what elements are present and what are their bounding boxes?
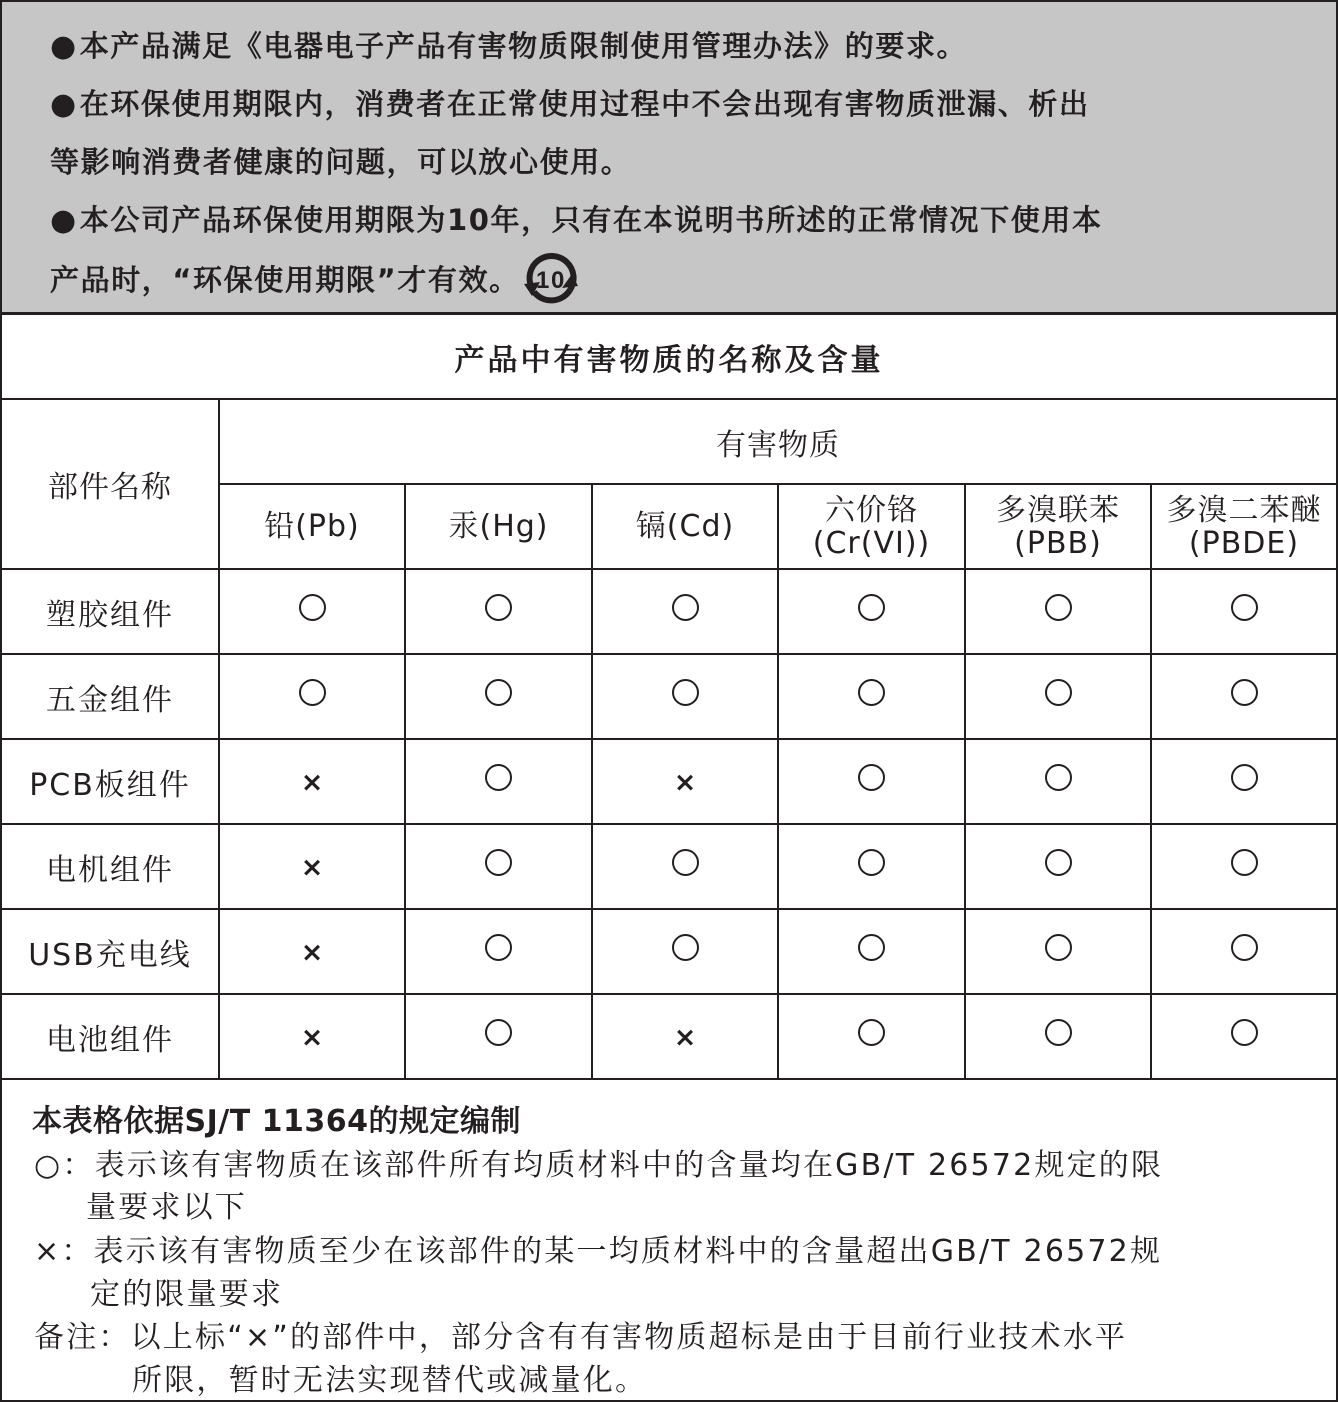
environment-protection-use-period-icon	[520, 248, 582, 308]
within-limit-circle-icon	[1231, 1019, 1258, 1046]
table-row	[2, 569, 1336, 654]
within-limit-circle-icon	[1045, 1019, 1072, 1046]
substance-cell	[1151, 909, 1336, 994]
within-limit-circle-icon	[485, 849, 512, 876]
substance-cell	[965, 569, 1151, 654]
column-header-hg: 汞(Hg)	[405, 484, 592, 569]
within-limit-circle-icon	[485, 1019, 512, 1046]
substance-cell	[592, 569, 778, 654]
substance-cell	[778, 824, 965, 909]
within-limit-circle-icon	[485, 679, 512, 706]
within-limit-circle-icon	[672, 594, 699, 621]
within-limit-circle-icon	[1231, 594, 1258, 621]
substance-cell	[592, 909, 778, 994]
exceeds-limit-cross-icon: ×	[300, 852, 324, 883]
statement-line-5: 产品时，“环保使用期限”才有效。 10	[50, 252, 582, 312]
substance-cell	[778, 994, 965, 1079]
within-limit-circle-icon	[858, 849, 885, 876]
remark-continued: 所限，暂时无法实现替代或减量化。	[132, 1363, 648, 1398]
substance-cell	[1151, 569, 1336, 654]
substance-cell	[592, 654, 778, 739]
substance-cell	[778, 739, 965, 824]
substance-cell	[592, 824, 778, 909]
part-name-cell: 塑胶组件	[2, 569, 219, 654]
within-limit-circle-icon	[485, 764, 512, 791]
within-limit-circle-icon	[485, 594, 512, 621]
bullet-icon: ●	[50, 29, 78, 64]
standard-basis: 本表格依据SJ/T 11364的规定编制	[32, 1104, 522, 1139]
bullet-icon: ●	[50, 203, 78, 238]
substance-cell	[592, 739, 778, 824]
within-limit-circle-icon	[1045, 849, 1072, 876]
substance-cell	[219, 994, 405, 1079]
within-limit-circle-icon	[1045, 764, 1072, 791]
column-header-pbde: 多溴二苯醚 (PBDE)	[1151, 484, 1336, 569]
part-name-header: 部件名称	[2, 399, 219, 569]
substance-cell	[405, 909, 592, 994]
within-limit-circle-icon	[299, 679, 326, 706]
table-row	[2, 654, 1336, 739]
within-limit-circle-icon	[1045, 594, 1072, 621]
substance-cell	[405, 739, 592, 824]
exceeds-limit-cross-icon: ×	[300, 767, 324, 798]
within-limit-circle-icon	[485, 934, 512, 961]
substance-cell	[1151, 824, 1336, 909]
within-limit-circle-icon	[299, 594, 326, 621]
part-name-cell: 五金组件	[2, 654, 219, 739]
statement-line-1: ●本产品满足《电器电子产品有害物质限制使用管理办法》的要求。	[50, 29, 968, 64]
within-limit-circle-icon	[858, 934, 885, 961]
substance-cell	[965, 739, 1151, 824]
logo-number: 10	[535, 267, 566, 294]
substance-cell	[219, 654, 405, 739]
table-row	[2, 824, 1336, 909]
within-limit-circle-icon	[858, 1019, 885, 1046]
bullet-icon: ●	[50, 87, 78, 122]
substance-cell	[219, 824, 405, 909]
table-row	[2, 739, 1336, 824]
substance-cell	[965, 654, 1151, 739]
table-notes	[2, 1078, 1336, 1402]
part-name-cell: 电池组件	[2, 994, 219, 1079]
column-header-pbb: 多溴联苯 (PBB)	[965, 484, 1151, 569]
substance-cell	[1151, 739, 1336, 824]
substance-cell	[405, 824, 592, 909]
circle-legend: ○：表示该有害物质在该部件所有均质材料中的含量均在GB/T 26572规定的限	[34, 1148, 1164, 1183]
substance-cell	[219, 909, 405, 994]
substance-cell	[965, 994, 1151, 1079]
within-limit-circle-icon	[672, 679, 699, 706]
cross-legend: ×：表示该有害物质至少在该部件的某一均质材料中的含量超出GB/T 26572规	[34, 1234, 1163, 1269]
statement-line-2: ●在环保使用期限内，消费者在正常使用过程中不会出现有害物质泄漏、析出	[50, 87, 1090, 122]
substance-cell	[405, 994, 592, 1079]
exceeds-limit-cross-icon: ×	[300, 1022, 324, 1053]
within-limit-circle-icon	[858, 679, 885, 706]
substance-cell	[965, 824, 1151, 909]
environmental-statement	[2, 2, 1336, 315]
statement-line-4: ●本公司产品环保使用期限为10年，只有在本说明书所述的正常情况下使用本	[50, 203, 1103, 238]
statement-line-3: 等影响消费者健康的问题，可以放心使用。	[50, 145, 632, 179]
substance-cell	[778, 569, 965, 654]
within-limit-circle-icon	[1231, 679, 1258, 706]
within-limit-circle-icon	[672, 849, 699, 876]
table-row	[2, 909, 1336, 994]
cross-legend-continued: 定的限量要求	[90, 1277, 284, 1312]
within-limit-circle-icon	[1045, 934, 1072, 961]
part-name-cell: PCB板组件	[2, 739, 219, 824]
substance-cell	[965, 909, 1151, 994]
exceeds-limit-cross-icon: ×	[673, 767, 697, 798]
table-row	[2, 994, 1336, 1079]
column-header-cr6: 六价铬 (Cr(VI))	[778, 484, 965, 569]
substance-cell	[405, 654, 592, 739]
exceeds-limit-cross-icon: ×	[300, 937, 324, 968]
hazardous-substance-table	[2, 315, 1336, 1080]
exceeds-limit-cross-icon: ×	[673, 1022, 697, 1053]
substance-cell	[219, 569, 405, 654]
column-header-pb: 铅(Pb)	[219, 484, 405, 569]
column-header-cd: 镉(Cd)	[592, 484, 778, 569]
within-limit-circle-icon	[1231, 764, 1258, 791]
part-name-cell: 电机组件	[2, 824, 219, 909]
substance-cell	[778, 909, 965, 994]
within-limit-circle-icon	[1045, 679, 1072, 706]
substance-cell	[778, 654, 965, 739]
within-limit-circle-icon	[1231, 849, 1258, 876]
substance-cell	[1151, 654, 1336, 739]
substance-cell	[219, 739, 405, 824]
remark: 备注：以上标“×”的部件中，部分含有有害物质超标是由于目前行业技术水平	[34, 1320, 1128, 1355]
table-title: 产品中有害物质的名称及含量	[2, 315, 1336, 399]
substance-cell	[1151, 994, 1336, 1079]
within-limit-circle-icon	[1231, 934, 1258, 961]
within-limit-circle-icon	[858, 594, 885, 621]
substance-cell	[405, 569, 592, 654]
circle-legend-continued: 量要求以下	[86, 1190, 247, 1225]
part-name-cell: USB充电线	[2, 909, 219, 994]
hazardous-substance-header: 有害物质	[219, 399, 1336, 484]
within-limit-circle-icon	[858, 764, 885, 791]
substance-cell	[592, 994, 778, 1079]
within-limit-circle-icon	[672, 934, 699, 961]
